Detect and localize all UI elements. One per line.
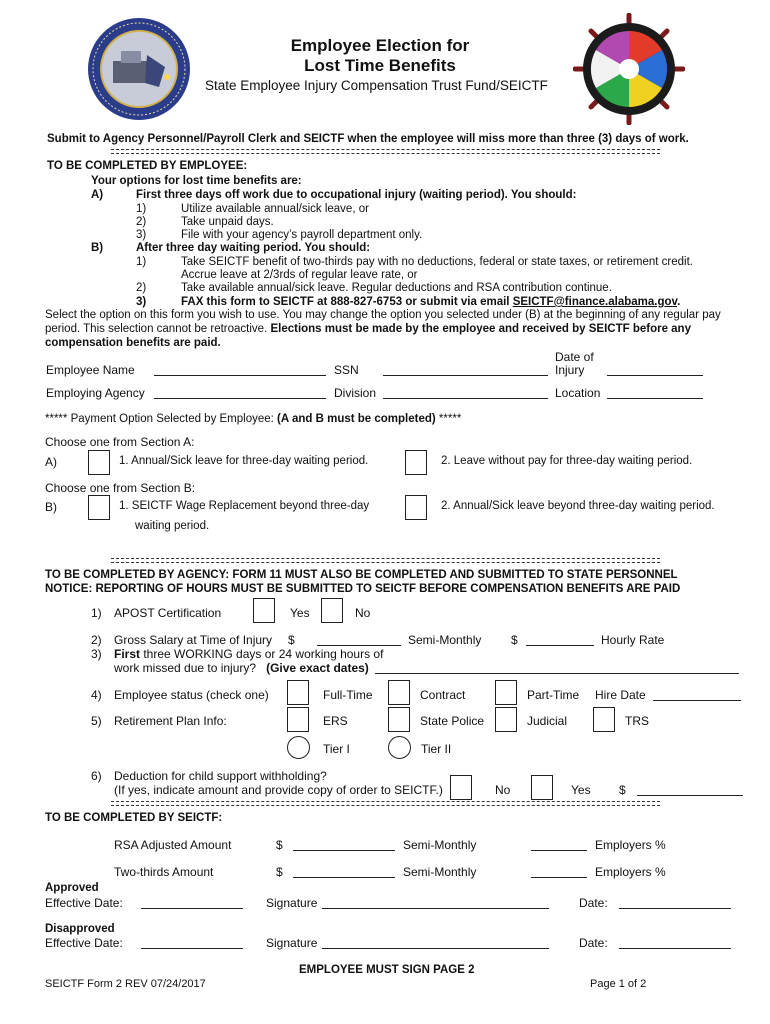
option-b1-label-cont: waiting period.	[135, 520, 210, 532]
apost-yes-checkbox[interactable]	[253, 598, 275, 623]
section-b-label: B)	[45, 500, 57, 514]
b3-prefix: FAX this form to SEICTF at 888-827-6753 or submit via email	[181, 296, 513, 308]
divider	[111, 149, 660, 154]
q6-num: 6)	[91, 769, 102, 783]
b-item-num: 3)	[136, 296, 147, 308]
select-line-2b: Elections must be made by the employee and received by SEICTF before any	[270, 323, 691, 335]
disapproved-date-field[interactable]	[619, 948, 731, 949]
seictf-heading: TO BE COMPLETED BY SEICTF:	[45, 812, 223, 824]
location-label: Location	[555, 386, 601, 400]
tier2-radio[interactable]	[388, 736, 411, 759]
option-a2-checkbox[interactable]	[405, 450, 427, 475]
divider	[111, 558, 660, 563]
semi-monthly-label: Semi-Monthly	[408, 633, 482, 647]
semi-monthly-label: Semi-Monthly	[403, 865, 477, 879]
q5-num: 5)	[91, 714, 102, 728]
apost-no-label: No	[355, 606, 371, 620]
signature-label: Signature	[266, 896, 318, 910]
rsa-employers-pct-field[interactable]	[531, 850, 587, 851]
full-time-checkbox[interactable]	[287, 680, 309, 705]
option-b2-checkbox[interactable]	[405, 495, 427, 520]
two-thirds-amount-field[interactable]	[293, 877, 395, 878]
employee-name-label: Employee Name	[46, 363, 135, 377]
q3-num: 3)	[91, 647, 102, 661]
page-number: Page 1 of 2	[590, 978, 647, 990]
section-a-label: A)	[45, 455, 57, 469]
state-police-label: State Police	[420, 714, 485, 728]
b-item-num: 1)	[136, 256, 147, 268]
ers-label: ERS	[323, 714, 348, 728]
option-b-label: B)	[91, 242, 104, 254]
subtitle: State Employee Injury Compensation Trust Fund/SEICTF	[205, 78, 548, 93]
option-b-text: After three day waiting period. You should:	[136, 242, 371, 254]
part-time-label: Part-Time	[527, 688, 580, 702]
contract-checkbox[interactable]	[388, 680, 410, 705]
tier1-label: Tier I	[323, 742, 350, 756]
date-of-injury-field[interactable]	[607, 375, 703, 376]
signature-label: Signature	[266, 936, 318, 950]
child-support-note: (If yes, indicate amount and provide copy of order to SEICTF.)	[114, 783, 443, 797]
apost-label: APOST Certification	[114, 606, 222, 620]
a-item-num: 1)	[136, 203, 147, 215]
child-support-yes-checkbox[interactable]	[531, 775, 553, 800]
injury-label: Injury	[555, 363, 585, 377]
instruction: Submit to Agency Personnel/Payroll Clerk and SEICTF when the employee will miss more than three (3) days of work.	[47, 133, 689, 145]
option-a1-checkbox[interactable]	[88, 450, 110, 475]
choose-b: Choose one from Section B:	[45, 481, 196, 495]
state-police-checkbox[interactable]	[388, 707, 410, 732]
effective-date-label: Effective Date:	[45, 936, 123, 950]
tier2-label: Tier II	[421, 742, 452, 756]
select-line-2a: period. This selection cannot be retroactive.	[45, 323, 271, 335]
q3-rest: three WORKING days or 24 working hours of	[140, 647, 384, 661]
stars-bold: (A and B must be completed)	[277, 413, 436, 425]
q4-num: 4)	[91, 688, 102, 702]
dollar-sign: $	[276, 865, 283, 879]
b-item-cont: Accrue leave at 2/3rds of regular leave rate, or	[181, 269, 418, 281]
b3-fax-line	[181, 296, 680, 308]
option-a-label: A)	[91, 189, 104, 201]
option-a1-label: 1. Annual/Sick leave for three-day waiting period.	[119, 455, 369, 467]
q2-num: 2)	[91, 633, 102, 647]
option-b1-checkbox[interactable]	[88, 495, 110, 520]
child-support-no-label: No	[495, 783, 511, 797]
semi-monthly-salary-field[interactable]	[317, 645, 401, 646]
approved-date-field[interactable]	[619, 908, 731, 909]
state-seal-logo	[87, 17, 191, 121]
q3-missed: work missed due to injury?	[114, 661, 257, 675]
employers-pct-label: Employers %	[595, 838, 666, 852]
hire-date-field[interactable]	[653, 700, 741, 701]
form-id: SEICTF Form 2 REV 07/24/2017	[45, 978, 206, 990]
hire-date-label: Hire Date	[595, 688, 646, 702]
location-field[interactable]	[607, 398, 703, 399]
q3-line-2	[114, 661, 369, 675]
q3-line-1	[114, 647, 383, 661]
q3-exact: (Give exact dates)	[266, 661, 369, 675]
approved-effective-date-field[interactable]	[141, 908, 243, 909]
child-support-no-checkbox[interactable]	[450, 775, 472, 800]
dollar-sign: $	[619, 783, 626, 797]
two-thirds-label: Two-thirds Amount	[114, 865, 214, 879]
apost-yes-label: Yes	[290, 606, 310, 620]
employee-heading: TO BE COMPLETED BY EMPLOYEE:	[47, 160, 248, 172]
missed-dates-field[interactable]	[375, 673, 739, 674]
a-item-text: Utilize available annual/sick leave, or	[181, 203, 369, 215]
disapproved-label: Disapproved	[45, 923, 115, 935]
approved-signature-field[interactable]	[322, 908, 549, 909]
rsa-amount-field[interactable]	[293, 850, 395, 851]
title-line-2: Lost Time Benefits	[304, 56, 456, 75]
select-line-1: Select the option on this form you wish to use. You may change the option you selected under (B) at the beginning of any regular pay	[45, 309, 721, 321]
date-label: Date:	[579, 896, 608, 910]
tier1-radio[interactable]	[287, 736, 310, 759]
stars-right: *****	[435, 413, 462, 425]
a-item-text: Take unpaid days.	[181, 216, 274, 228]
must-sign-notice: EMPLOYEE MUST SIGN PAGE 2	[299, 964, 475, 976]
child-support-amount-field[interactable]	[637, 795, 743, 796]
select-line-2	[45, 323, 691, 335]
hourly-rate-field[interactable]	[526, 645, 594, 646]
agency-notice: NOTICE: REPORTING OF HOURS MUST BE SUBMITTED TO SEICTF BEFORE COMPENSATION BENEFITS ARE PAID	[45, 583, 681, 595]
a-item-num: 2)	[136, 216, 147, 228]
option-a-text: First three days off work due to occupational injury (waiting period). You should:	[136, 189, 577, 201]
payment-heading	[45, 413, 461, 425]
dollar-sign: $	[276, 838, 283, 852]
employing-agency-field[interactable]	[154, 398, 326, 399]
apost-no-checkbox[interactable]	[321, 598, 343, 623]
employee-status-label: Employee status (check one)	[114, 688, 269, 702]
dollar-sign: $	[511, 633, 518, 647]
two-thirds-employers-pct-field[interactable]	[531, 877, 587, 878]
q3-first: First	[114, 647, 141, 661]
select-line-3: compensation benefits are paid.	[45, 337, 221, 349]
email-link[interactable]: SEICTF@finance.alabama.gov	[512, 296, 678, 308]
agency-heading: TO BE COMPLETED BY AGENCY: FORM 11 MUST ALSO BE COMPLETED AND SUBMITTED TO STATE PERSONNEL	[45, 569, 678, 581]
options-intro: Your options for lost time benefits are:	[91, 175, 302, 187]
date-of-label: Date of	[555, 350, 594, 364]
judicial-checkbox[interactable]	[495, 707, 517, 732]
division-label: Division	[334, 386, 377, 400]
retirement-plan-label: Retirement Plan Info:	[114, 714, 227, 728]
hourly-rate-label: Hourly Rate	[601, 633, 665, 647]
trs-checkbox[interactable]	[593, 707, 615, 732]
child-support-question: Deduction for child support withholding?	[114, 769, 327, 783]
q1-num: 1)	[91, 606, 102, 620]
approved-label: Approved	[45, 882, 99, 894]
b3-suffix: .	[677, 296, 681, 308]
judicial-label: Judicial	[527, 714, 568, 728]
effective-date-label: Effective Date:	[45, 896, 123, 910]
b-item-num: 2)	[136, 282, 147, 294]
ssn-label: SSN	[334, 363, 359, 377]
full-time-label: Full-Time	[323, 688, 373, 702]
ers-checkbox[interactable]	[287, 707, 309, 732]
rsa-adjusted-label: RSA Adjusted Amount	[114, 838, 232, 852]
option-a2-label: 2. Leave without pay for three-day waiting period.	[441, 455, 693, 467]
dollar-sign: $	[288, 633, 295, 647]
b-item-text: Take SEICTF benefit of two-thirds pay with no deductions, federal or state taxes, or retirement credit.	[181, 256, 693, 268]
disapproved-signature-field[interactable]	[322, 948, 549, 949]
employers-pct-label: Employers %	[595, 865, 666, 879]
part-time-checkbox[interactable]	[495, 680, 517, 705]
employee-name-field[interactable]	[154, 375, 326, 376]
option-b1-label: 1. SEICTF Wage Replacement beyond three-day	[119, 500, 370, 512]
employing-agency-label: Employing Agency	[46, 386, 145, 400]
child-support-yes-label: Yes	[571, 783, 591, 797]
b-item-text: Take available annual/sick leave. Regular deductions and RSA contribution continue.	[181, 282, 612, 294]
risk-management-logo	[573, 13, 685, 125]
divider	[111, 801, 660, 806]
ssn-field[interactable]	[383, 375, 548, 376]
trs-label: TRS	[625, 714, 649, 728]
title-line-1: Employee Election for	[290, 36, 470, 55]
date-label: Date:	[579, 936, 608, 950]
a-item-text: File with your agency’s payroll department only.	[181, 229, 423, 241]
option-b2-label: 2. Annual/Sick leave beyond three-day waiting period.	[441, 500, 715, 512]
division-field[interactable]	[383, 398, 548, 399]
semi-monthly-label: Semi-Monthly	[403, 838, 477, 852]
disapproved-effective-date-field[interactable]	[141, 948, 243, 949]
contract-label: Contract	[420, 688, 466, 702]
gross-salary-label: Gross Salary at Time of Injury	[114, 633, 273, 647]
choose-a: Choose one from Section A:	[45, 435, 195, 449]
a-item-num: 3)	[136, 229, 147, 241]
stars-left: ***** Payment Option Selected by Employee:	[45, 413, 278, 425]
